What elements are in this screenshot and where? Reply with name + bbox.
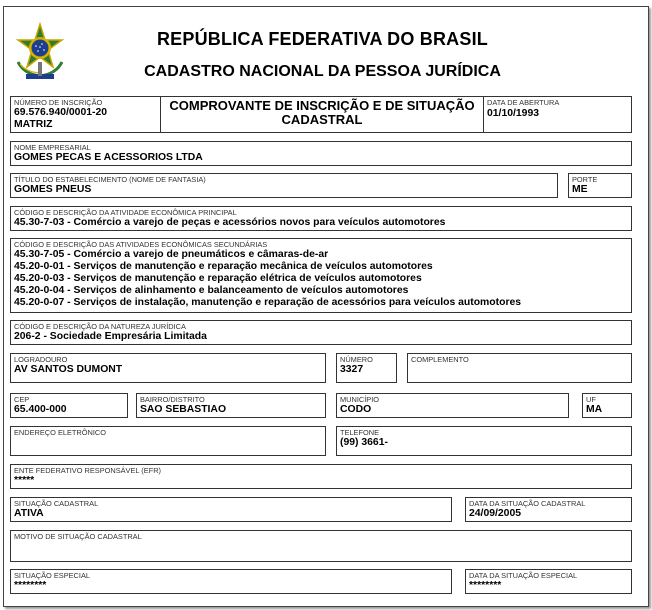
data-situacao-especial-value: ********	[469, 580, 502, 591]
fantasia-value: GOMES PNEUS	[14, 184, 92, 195]
abertura-box	[483, 96, 632, 133]
natureza-juridica-box	[10, 320, 632, 345]
list-item: 45.20-0-03 - Serviços de manutenção e reparação elétrica de veículos automotores	[14, 273, 422, 284]
situacao-especial-box	[10, 569, 452, 594]
telefone-value: (99) 3661-	[340, 437, 388, 448]
municipio-label: MUNICÍPIO	[340, 395, 380, 404]
municipio-box	[336, 393, 569, 418]
telefone-box	[336, 426, 632, 456]
document-title-box	[160, 96, 484, 133]
list-item: 45.30-7-05 - Comércio a varejo de pneumáticos e câmaras-de-ar	[14, 249, 329, 260]
atividade-principal-box	[10, 206, 632, 231]
data-situacao-box	[465, 497, 632, 522]
document-title	[161, 99, 483, 127]
logradouro-box	[10, 353, 326, 383]
inscricao-type: MATRIZ	[14, 119, 53, 130]
municipio-value: CODO	[340, 404, 372, 415]
bairro-value: SAO SEBASTIAO	[140, 404, 227, 415]
header-subtitle: CADASTRO NACIONAL DA PESSOA JURÍDICA	[144, 63, 501, 80]
atividade-principal-value: 45.30-7-03 - Comércio a varejo de peças e acessórios novos para veículos automotores	[14, 217, 446, 228]
bairro-label: BAIRRO/DISTRITO	[140, 395, 205, 404]
cep-label: CEP	[14, 395, 30, 404]
atividades-secundarias-label: CÓDIGO E DESCRIÇÃO DAS ATIVIDADES ECONÔMICAS SECUNDÁRIAS	[14, 240, 268, 249]
uf-box	[582, 393, 632, 418]
atividades-secundarias-box	[10, 238, 632, 313]
nome-empresarial-label: NOME EMPRESARIAL	[14, 143, 91, 152]
document-title-line2: CADASTRAL	[281, 112, 363, 127]
logradouro-label: LOGRADOURO	[14, 355, 68, 364]
situacao-box	[10, 497, 452, 522]
situacao-especial-label: SITUAÇÃO ESPECIAL	[14, 571, 90, 580]
bairro-box	[136, 393, 326, 418]
email-label: ENDEREÇO ELETRÔNICO	[14, 428, 106, 437]
list-item: 45.20-0-01 - Serviços de manutenção e reparação mecânica de veículos automotores	[14, 261, 433, 272]
porte-value: ME	[572, 184, 588, 195]
nome-empresarial-value: GOMES PECAS E ACESSORIOS LTDA	[14, 152, 203, 163]
atividade-principal-label: CÓDIGO E DESCRIÇÃO DA ATIVIDADE ECONÔMICA PRINCIPAL	[14, 208, 237, 217]
abertura-value: 01/10/1993	[487, 108, 540, 119]
efr-label: ENTE FEDERATIVO RESPONSÁVEL (EFR)	[14, 466, 162, 475]
situacao-especial-value: ********	[14, 580, 47, 591]
situacao-label: SITUAÇÃO CADASTRAL	[14, 499, 99, 508]
list-item: 45.20-0-04 - Serviços de alinhamento e balanceamento de veículos automotores	[14, 285, 409, 296]
complemento-box	[407, 353, 632, 383]
inscricao-label: NÚMERO DE INSCRIÇÃO	[14, 98, 103, 107]
email-box	[10, 426, 326, 456]
abertura-label: DATA DE ABERTURA	[487, 98, 560, 107]
cep-value: 65.400-000	[14, 404, 67, 415]
data-situacao-label: DATA DA SITUAÇÃO CADASTRAL	[469, 499, 586, 508]
motivo-box	[10, 530, 632, 562]
porte-label: PORTE	[572, 175, 598, 184]
inscricao-number: 69.576.940/0001-20	[14, 107, 108, 118]
numero-label: NÚMERO	[340, 355, 373, 364]
telefone-label: TELEFONE	[340, 428, 380, 437]
cep-box	[10, 393, 128, 418]
data-situacao-especial-label: DATA DA SITUAÇÃO ESPECIAL	[469, 571, 578, 580]
nome-empresarial-box	[10, 141, 632, 166]
efr-box	[10, 464, 632, 489]
natureza-juridica-label: CÓDIGO E DESCRIÇÃO DA NATUREZA JURÍDICA	[14, 322, 186, 331]
numero-box	[336, 353, 397, 383]
uf-label: UF	[586, 395, 596, 404]
fantasia-label: TÍTULO DO ESTABELECIMENTO (NOME DE FANTASIA)	[14, 175, 206, 184]
brasil-coat-of-arms-icon	[14, 22, 66, 82]
motivo-label: MOTIVO DE SITUAÇÃO CADASTRAL	[14, 532, 142, 541]
complemento-label: COMPLEMENTO	[411, 355, 469, 364]
fantasia-box	[10, 173, 558, 198]
porte-box	[568, 173, 632, 198]
efr-value: *****	[14, 475, 35, 486]
natureza-juridica-value: 206-2 - Sociedade Empresária Limitada	[14, 331, 207, 342]
header-title: REPÚBLICA FEDERATIVA DO BRASIL	[156, 29, 488, 49]
uf-value: MA	[586, 404, 603, 415]
data-situacao-especial-box	[465, 569, 632, 594]
inscricao-box	[10, 96, 161, 133]
numero-value: 3327	[340, 364, 364, 375]
situacao-value: ATIVA	[14, 508, 44, 519]
document-title-line1: COMPROVANTE DE INSCRIÇÃO E DE SITUAÇÃO	[169, 98, 475, 113]
logradouro-value: AV SANTOS DUMONT	[14, 364, 123, 375]
data-situacao-value: 24/09/2005	[469, 508, 522, 519]
atividades-secundarias-list	[14, 249, 521, 309]
list-item: 45.20-0-07 - Serviços de instalação, manutenção e reparação de acessórios para veículos automotores	[14, 297, 522, 308]
